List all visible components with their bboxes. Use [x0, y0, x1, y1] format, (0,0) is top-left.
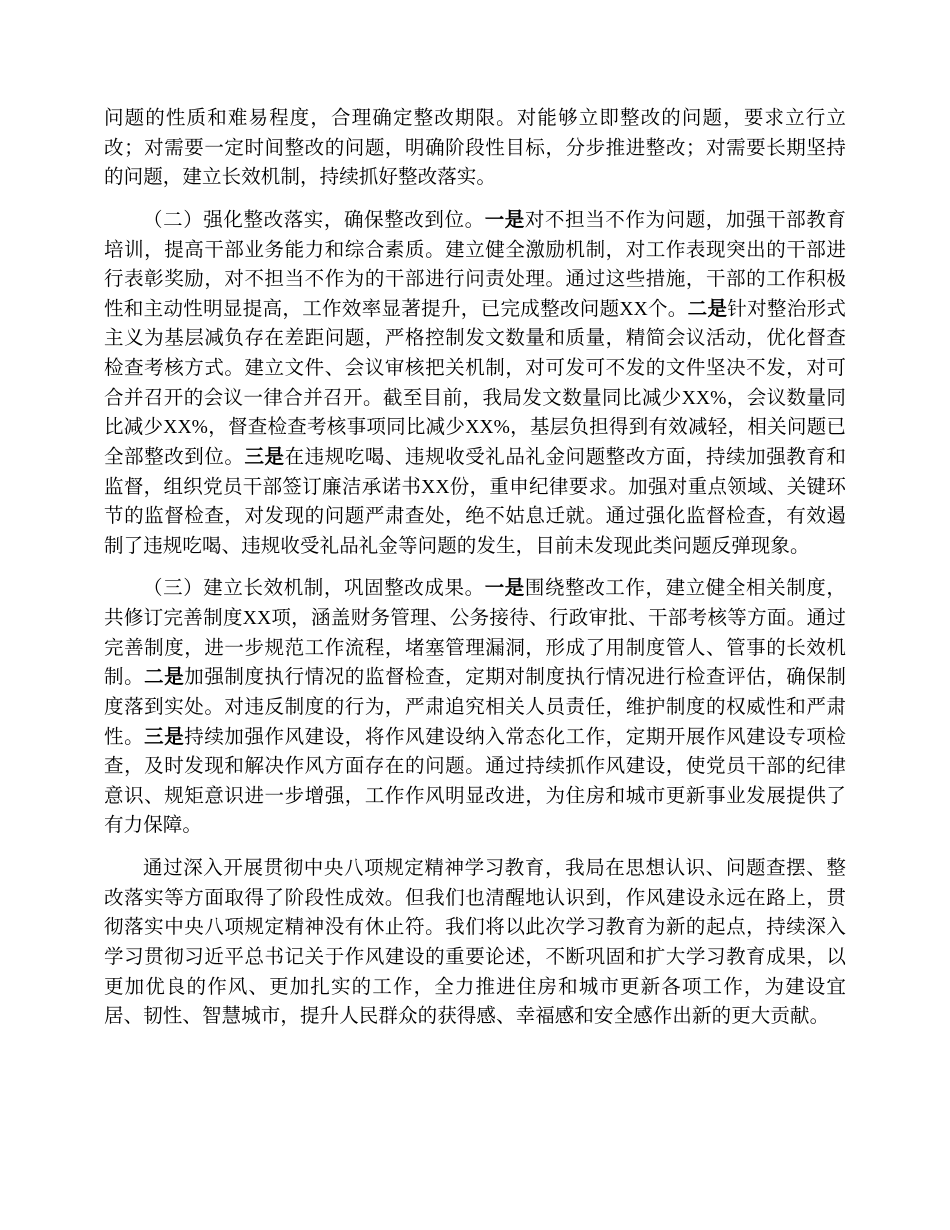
paragraph-text: 问题的性质和难易程度，合理确定整改期限。对能够立即整改的问题，要求立行立改；对需要一定时间整改的问题，明确阶段性目标，分步推进整改；对需要长期坚持的问题，建立长效机制，持续抓好整改落实。 [104, 108, 846, 189]
paragraph-text: （二）强化整改落实，确保整改到位。 [143, 209, 485, 231]
paragraph-text: （三）建立长效机制，巩固整改成果。 [143, 578, 485, 600]
paragraph-emphasis: 三是 [144, 726, 185, 748]
paragraph-emphasis: 一是 [484, 209, 525, 231]
paragraph-text: 加强制度执行情况的监督检查，定期对制度执行情况进行检查评估，确保制度落到实处。对违反制度的行为，严肃追究相关人员责任，维护制度的权威性和严肃性。 [104, 667, 846, 748]
document-body [104, 104, 846, 1032]
paragraph-text: 针对整治形式主义为基层减负存在差距问题，严格控制发文数量和质量，精简会议活动，优化督查检查考核方式。建立文件、会议审核把关机制，对可发可不发的文件坚决不发，对可合并召开的会议一律合并召开。截至目前，我局发文数量同比减少XX%，会议数量同比减少XX%，督查检查考核事项同比减少XX%，基层负担得到有效减轻，相关问题已全部整改到位。 [104, 298, 846, 468]
paragraph-emphasis: 二是 [144, 667, 185, 689]
paragraph [104, 206, 846, 562]
paragraph-emphasis: 二是 [687, 298, 728, 320]
paragraph-text: 对不担当不作为问题，加强干部教育培训，提高干部业务能力和综合素质。建立健全激励机制，对工作表现突出的干部进行表彰奖励，对不担当不作为的干部进行问责处理。通过这些措施，干部的工作积极性和主动性明显提高，工作效率显著提升，已完成整改问题XX个。 [104, 209, 846, 320]
paragraph [104, 574, 846, 841]
paragraph [104, 104, 846, 193]
paragraph-text: 围绕整改工作，建立健全相关制度，共修订完善制度XX项，涵盖财务管理、公务接待、行政审批、干部考核等方面。通过完善制度，进一步规范工作流程，堵塞管理漏洞，形成了用制度管人、管事的长效机制。 [104, 578, 846, 689]
paragraph-text: 通过深入开展贯彻中央八项规定精神学习教育，我局在思想认识、问题查摆、整改落实等方面取得了阶段性成效。但我们也清醒地认识到，作风建设永远在路上，贯彻落实中央八项规定精神没有休止符。我们将以此次学习教育为新的起点，持续深入学习贯彻习近平总书记关于作风建设的重要论述，不断巩固和扩大学习教育成果，以更加优良的作风、更加扎实的工作，全力推进住房和城市更新各项工作，为建设宜居、韧性、智慧城市，提升人民群众的获得感、幸福感和安全感作出新的更大贡献。 [104, 858, 846, 1028]
paragraph-text: 持续加强作风建设，将作风建设纳入常态化工作，定期开展作风建设专项检查，及时发现和解决作风方面存在的问题。通过持续抓作风建设，使党员干部的纪律意识、规矩意识进一步增强，工作作风明显改进，为住房和城市更新事业发展提供了有力保障。 [104, 726, 846, 837]
paragraph-text: 在违规吃喝、违规收受礼品礼金问题整改方面，持续加强教育和监督，组织党员干部签订廉洁承诺书XX份，重申纪律要求。加强对重点领域、关键环节的监督检查，对发现的问题严肃查处，绝不姑息迁就。通过强化监督检查，有效遏制了违规吃喝、违规收受礼品礼金等问题的发生，目前未发现此类问题反弹现象。 [104, 446, 846, 557]
paragraph-emphasis: 一是 [484, 578, 525, 600]
paragraph-emphasis: 三是 [244, 446, 285, 468]
paragraph [104, 854, 846, 1032]
